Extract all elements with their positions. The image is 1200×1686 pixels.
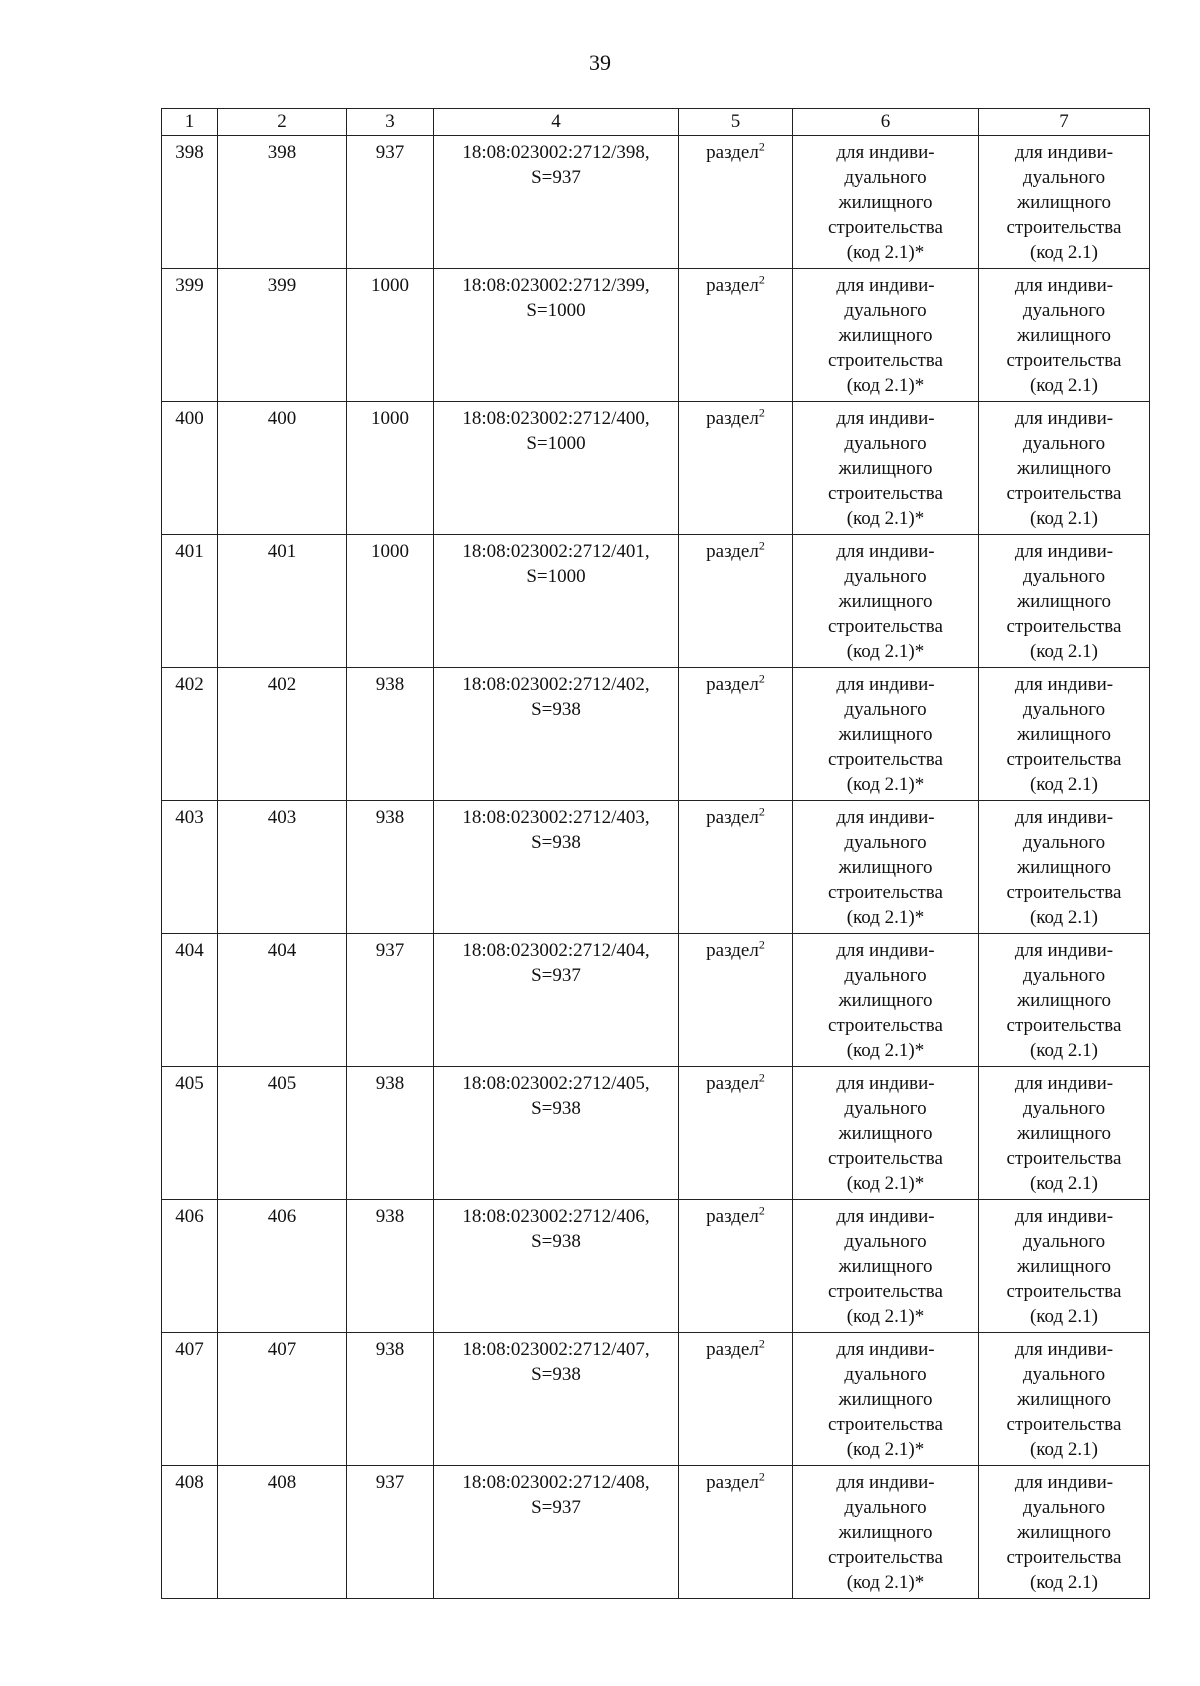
section-footnote-mark: 2 bbox=[758, 272, 765, 287]
column-number-header-row bbox=[162, 109, 1150, 136]
section-cell bbox=[679, 269, 793, 402]
use-text-line: жилищного bbox=[838, 325, 933, 346]
row-number-cell: 399 bbox=[162, 269, 218, 402]
use-text-line: строительства bbox=[828, 1148, 943, 1169]
row-number-cell: 407 bbox=[162, 1333, 218, 1466]
permitted-use-cell bbox=[793, 1333, 979, 1466]
permitted-use-code-cell bbox=[979, 668, 1150, 801]
area-cell: 938 bbox=[347, 801, 434, 934]
use-text-line: (код 2.1)* bbox=[846, 242, 925, 263]
table-row bbox=[162, 1067, 1150, 1200]
use-text-line: строительства bbox=[828, 1547, 943, 1568]
plot-area: S=937 bbox=[531, 1497, 581, 1518]
section-label: раздел bbox=[706, 1472, 759, 1493]
use-text-line: для индиви- bbox=[836, 1073, 935, 1094]
use-text-line: дуального bbox=[1022, 1231, 1106, 1252]
permitted-use-cell bbox=[793, 402, 979, 535]
use-text-line: жилищного bbox=[1016, 1522, 1112, 1543]
area-cell: 937 bbox=[347, 136, 434, 269]
plot-area: S=937 bbox=[531, 965, 581, 986]
section-cell bbox=[679, 801, 793, 934]
cadastral-number: 18:08:023002:2712/403, bbox=[462, 807, 650, 828]
use-text-line: (код 2.1)* bbox=[846, 774, 925, 795]
cadastral-number-cell bbox=[434, 668, 679, 801]
use-text-line: для индиви- bbox=[1014, 1339, 1114, 1360]
row-number-cell: 404 bbox=[162, 934, 218, 1067]
use-text-line: для индиви- bbox=[836, 674, 935, 695]
use-text-line: (код 2.1) bbox=[1029, 242, 1099, 263]
use-text-line: жилищного bbox=[838, 1389, 933, 1410]
section-footnote-mark: 2 bbox=[758, 405, 765, 420]
use-text-line: строительства bbox=[828, 350, 943, 371]
plot-area: S=938 bbox=[531, 1364, 581, 1385]
table-row bbox=[162, 668, 1150, 801]
permitted-use-code-cell bbox=[979, 1333, 1150, 1466]
use-text-line: дуального bbox=[844, 1231, 927, 1252]
permitted-use-cell bbox=[793, 269, 979, 402]
cadastral-number: 18:08:023002:2712/402, bbox=[462, 674, 650, 695]
use-text-line: жилищного bbox=[838, 857, 933, 878]
use-text-line: дуального bbox=[844, 1497, 927, 1518]
section-label: раздел bbox=[706, 142, 759, 163]
use-text-line: строительства bbox=[1006, 1148, 1122, 1169]
use-text-line: для индиви- bbox=[836, 940, 935, 961]
use-text-line: строительства bbox=[828, 217, 943, 238]
use-text-line: строительства bbox=[1006, 1414, 1122, 1435]
table-row bbox=[162, 1466, 1150, 1599]
section-footnote-mark: 2 bbox=[758, 804, 765, 819]
use-text-line: для индиви- bbox=[1014, 940, 1114, 961]
section-cell bbox=[679, 136, 793, 269]
cadastral-number-cell bbox=[434, 801, 679, 934]
use-text-line: для индиви- bbox=[1014, 275, 1114, 296]
use-text-line: жилищного bbox=[838, 1256, 933, 1277]
use-text-line: строительства bbox=[1006, 616, 1122, 637]
use-text-line: дуального bbox=[1022, 699, 1106, 720]
use-text-line: для индиви- bbox=[1014, 1073, 1114, 1094]
column-header: 6 bbox=[793, 109, 979, 136]
use-text-line: для индиви- bbox=[836, 142, 935, 163]
use-text-line: строительства bbox=[828, 882, 943, 903]
plot-number-cell: 398 bbox=[218, 136, 347, 269]
use-text-line: строительства bbox=[828, 749, 943, 770]
plot-area: S=938 bbox=[531, 1231, 581, 1252]
use-text-line: дуального bbox=[844, 965, 927, 986]
use-text-line: дуального bbox=[1022, 965, 1106, 986]
use-text-line: дуального bbox=[844, 566, 927, 587]
cadastral-number: 18:08:023002:2712/400, bbox=[462, 408, 650, 429]
cadastral-number-cell bbox=[434, 1466, 679, 1599]
use-text-line: (код 2.1) bbox=[1029, 1040, 1099, 1061]
use-text-line: строительства bbox=[1006, 1015, 1122, 1036]
permitted-use-cell bbox=[793, 801, 979, 934]
plot-number-cell: 408 bbox=[218, 1466, 347, 1599]
page-number: 39 bbox=[589, 50, 611, 75]
use-text-line: (код 2.1)* bbox=[846, 1439, 925, 1460]
use-text-line: жилищного bbox=[1016, 192, 1112, 213]
section-footnote-mark: 2 bbox=[758, 1203, 765, 1218]
table-row bbox=[162, 934, 1150, 1067]
use-text-line: дуального bbox=[844, 832, 927, 853]
section-cell bbox=[679, 934, 793, 1067]
use-text-line: жилищного bbox=[1016, 591, 1112, 612]
column-header: 1 bbox=[162, 109, 218, 136]
use-text-line: для индиви- bbox=[1014, 1472, 1114, 1493]
use-text-line: для индиви- bbox=[1014, 1206, 1114, 1227]
section-footnote-mark: 2 bbox=[758, 538, 765, 553]
section-footnote-mark: 2 bbox=[758, 671, 765, 686]
permitted-use-code-cell bbox=[979, 934, 1150, 1067]
section-label: раздел bbox=[706, 408, 759, 429]
use-text-line: для индиви- bbox=[1014, 408, 1114, 429]
use-text-line: дуального bbox=[1022, 832, 1106, 853]
use-text-line: дуального bbox=[1022, 433, 1106, 454]
plot-area: S=937 bbox=[531, 167, 581, 188]
section-cell bbox=[679, 1333, 793, 1466]
permitted-use-code-cell bbox=[979, 269, 1150, 402]
use-text-line: (код 2.1) bbox=[1029, 1572, 1099, 1593]
land-plot-table bbox=[161, 108, 1150, 1599]
use-text-line: строительства bbox=[828, 616, 943, 637]
use-text-line: для индиви- bbox=[836, 807, 935, 828]
plot-number-cell: 402 bbox=[218, 668, 347, 801]
section-label: раздел bbox=[706, 1206, 759, 1227]
use-text-line: дуального bbox=[844, 433, 927, 454]
plot-number-cell: 404 bbox=[218, 934, 347, 1067]
use-text-line: строительства bbox=[1006, 483, 1122, 504]
permitted-use-cell bbox=[793, 1067, 979, 1200]
section-footnote-mark: 2 bbox=[758, 937, 765, 952]
use-text-line: (код 2.1)* bbox=[846, 1306, 925, 1327]
use-text-line: дуального bbox=[844, 699, 927, 720]
use-text-line: жилищного bbox=[838, 990, 933, 1011]
row-number-cell: 398 bbox=[162, 136, 218, 269]
plot-area: S=938 bbox=[531, 1098, 581, 1119]
table-row bbox=[162, 269, 1150, 402]
row-number-cell: 408 bbox=[162, 1466, 218, 1599]
use-text-line: строительства bbox=[828, 1281, 943, 1302]
permitted-use-code-cell bbox=[979, 1067, 1150, 1200]
area-cell: 1000 bbox=[347, 269, 434, 402]
section-cell bbox=[679, 1466, 793, 1599]
plot-area: S=938 bbox=[531, 699, 581, 720]
area-cell: 937 bbox=[347, 1466, 434, 1599]
use-text-line: (код 2.1) bbox=[1029, 774, 1099, 795]
section-cell bbox=[679, 1200, 793, 1333]
use-text-line: дуального bbox=[1022, 1497, 1106, 1518]
section-footnote-mark: 2 bbox=[758, 1070, 765, 1085]
permitted-use-cell bbox=[793, 1466, 979, 1599]
use-text-line: (код 2.1) bbox=[1029, 1173, 1099, 1194]
use-text-line: жилищного bbox=[1016, 857, 1112, 878]
use-text-line: строительства bbox=[1006, 1547, 1122, 1568]
use-text-line: дуального bbox=[1022, 300, 1106, 321]
use-text-line: строительства bbox=[828, 483, 943, 504]
use-text-line: строительства bbox=[1006, 217, 1122, 238]
permitted-use-cell bbox=[793, 136, 979, 269]
use-text-line: жилищного bbox=[838, 1522, 933, 1543]
use-text-line: (код 2.1) bbox=[1029, 508, 1099, 529]
use-text-line: для индиви- bbox=[836, 408, 935, 429]
table-row bbox=[162, 801, 1150, 934]
permitted-use-cell bbox=[793, 535, 979, 668]
cadastral-number: 18:08:023002:2712/408, bbox=[462, 1472, 650, 1493]
section-footnote-mark: 2 bbox=[758, 1469, 765, 1484]
cadastral-number: 18:08:023002:2712/404, bbox=[462, 940, 650, 961]
use-text-line: дуального bbox=[844, 1364, 927, 1385]
permitted-use-cell bbox=[793, 934, 979, 1067]
cadastral-number: 18:08:023002:2712/406, bbox=[462, 1206, 650, 1227]
use-text-line: жилищного bbox=[1016, 990, 1112, 1011]
use-text-line: (код 2.1) bbox=[1029, 1439, 1099, 1460]
use-text-line: для индиви- bbox=[836, 1339, 935, 1360]
row-number-cell: 405 bbox=[162, 1067, 218, 1200]
area-cell: 938 bbox=[347, 1067, 434, 1200]
table-row bbox=[162, 1200, 1150, 1333]
plot-number-cell: 400 bbox=[218, 402, 347, 535]
row-number-cell: 400 bbox=[162, 402, 218, 535]
use-text-line: для индиви- bbox=[836, 1472, 935, 1493]
section-cell bbox=[679, 1067, 793, 1200]
table-row bbox=[162, 402, 1150, 535]
cadastral-number-cell bbox=[434, 136, 679, 269]
plot-area: S=938 bbox=[531, 832, 581, 853]
area-cell: 938 bbox=[347, 1333, 434, 1466]
use-text-line: для индиви- bbox=[1014, 674, 1114, 695]
use-text-line: строительства bbox=[1006, 749, 1122, 770]
use-text-line: (код 2.1) bbox=[1029, 1306, 1099, 1327]
use-text-line: жилищного bbox=[838, 724, 933, 745]
use-text-line: строительства bbox=[1006, 350, 1122, 371]
area-cell: 938 bbox=[347, 1200, 434, 1333]
use-text-line: (код 2.1)* bbox=[846, 1173, 925, 1194]
section-label: раздел bbox=[706, 275, 759, 296]
use-text-line: жилищного bbox=[1016, 458, 1112, 479]
use-text-line: (код 2.1) bbox=[1029, 907, 1099, 928]
use-text-line: жилищного bbox=[838, 458, 933, 479]
use-text-line: жилищного bbox=[1016, 1256, 1112, 1277]
column-header: 2 bbox=[218, 109, 347, 136]
use-text-line: для индиви- bbox=[1014, 807, 1114, 828]
area-cell: 1000 bbox=[347, 535, 434, 668]
column-header: 7 bbox=[979, 109, 1150, 136]
use-text-line: дуального bbox=[1022, 566, 1106, 587]
use-text-line: (код 2.1)* bbox=[846, 907, 925, 928]
use-text-line: дуального bbox=[1022, 1098, 1106, 1119]
plot-number-cell: 405 bbox=[218, 1067, 347, 1200]
use-text-line: жилищного bbox=[838, 192, 933, 213]
plot-number-cell: 399 bbox=[218, 269, 347, 402]
use-text-line: (код 2.1)* bbox=[846, 508, 925, 529]
permitted-use-code-cell bbox=[979, 402, 1150, 535]
use-text-line: дуального bbox=[844, 300, 927, 321]
cadastral-number-cell bbox=[434, 535, 679, 668]
cadastral-number-cell bbox=[434, 1333, 679, 1466]
cadastral-number: 18:08:023002:2712/398, bbox=[462, 142, 650, 163]
section-label: раздел bbox=[706, 541, 759, 562]
area-cell: 937 bbox=[347, 934, 434, 1067]
row-number-cell: 406 bbox=[162, 1200, 218, 1333]
section-footnote-mark: 2 bbox=[758, 1336, 765, 1351]
use-text-line: жилищного bbox=[1016, 724, 1112, 745]
permitted-use-code-cell bbox=[979, 801, 1150, 934]
cadastral-number: 18:08:023002:2712/405, bbox=[462, 1073, 650, 1094]
section-footnote-mark: 2 bbox=[758, 139, 765, 154]
section-label: раздел bbox=[706, 1073, 759, 1094]
section-label: раздел bbox=[706, 1339, 759, 1360]
use-text-line: дуального bbox=[1022, 1364, 1106, 1385]
plot-area: S=1000 bbox=[526, 300, 586, 321]
use-text-line: дуального bbox=[844, 1098, 927, 1119]
use-text-line: жилищного bbox=[838, 591, 933, 612]
use-text-line: (код 2.1)* bbox=[846, 1572, 925, 1593]
plot-number-cell: 406 bbox=[218, 1200, 347, 1333]
use-text-line: жилищного bbox=[1016, 325, 1112, 346]
use-text-line: строительства bbox=[828, 1015, 943, 1036]
use-text-line: жилищного bbox=[838, 1123, 933, 1144]
use-text-line: жилищного bbox=[1016, 1389, 1112, 1410]
column-header: 3 bbox=[347, 109, 434, 136]
area-cell: 938 bbox=[347, 668, 434, 801]
plot-area: S=1000 bbox=[526, 566, 586, 587]
use-text-line: для индиви- bbox=[1014, 142, 1114, 163]
use-text-line: для индиви- bbox=[836, 1206, 935, 1227]
use-text-line: дуального bbox=[1022, 167, 1106, 188]
permitted-use-cell bbox=[793, 1200, 979, 1333]
section-label: раздел bbox=[706, 674, 759, 695]
use-text-line: для индиви- bbox=[1014, 541, 1114, 562]
row-number-cell: 401 bbox=[162, 535, 218, 668]
plot-number-cell: 403 bbox=[218, 801, 347, 934]
table-row bbox=[162, 136, 1150, 269]
cadastral-number: 18:08:023002:2712/401, bbox=[462, 541, 650, 562]
permitted-use-cell bbox=[793, 668, 979, 801]
permitted-use-code-cell bbox=[979, 1466, 1150, 1599]
row-number-cell: 403 bbox=[162, 801, 218, 934]
section-label: раздел bbox=[706, 940, 759, 961]
use-text-line: для индиви- bbox=[836, 541, 935, 562]
use-text-line: (код 2.1)* bbox=[846, 641, 925, 662]
section-cell bbox=[679, 402, 793, 535]
cadastral-number-cell bbox=[434, 402, 679, 535]
section-label: раздел bbox=[706, 807, 759, 828]
section-cell bbox=[679, 668, 793, 801]
column-header: 4 bbox=[434, 109, 679, 136]
plot-number-cell: 407 bbox=[218, 1333, 347, 1466]
table-row bbox=[162, 535, 1150, 668]
cadastral-number-cell bbox=[434, 1067, 679, 1200]
use-text-line: (код 2.1)* bbox=[846, 1040, 925, 1061]
use-text-line: дуального bbox=[844, 167, 927, 188]
use-text-line: (код 2.1)* bbox=[846, 375, 925, 396]
plot-number-cell: 401 bbox=[218, 535, 347, 668]
cadastral-number-cell bbox=[434, 1200, 679, 1333]
cadastral-number: 18:08:023002:2712/399, bbox=[462, 275, 650, 296]
cadastral-number: 18:08:023002:2712/407, bbox=[462, 1339, 650, 1360]
use-text-line: (код 2.1) bbox=[1029, 375, 1099, 396]
use-text-line: строительства bbox=[1006, 1281, 1122, 1302]
use-text-line: (код 2.1) bbox=[1029, 641, 1099, 662]
column-header: 5 bbox=[679, 109, 793, 136]
use-text-line: для индиви- bbox=[836, 275, 935, 296]
permitted-use-code-cell bbox=[979, 136, 1150, 269]
area-cell: 1000 bbox=[347, 402, 434, 535]
permitted-use-code-cell bbox=[979, 1200, 1150, 1333]
cadastral-number-cell bbox=[434, 269, 679, 402]
row-number-cell: 402 bbox=[162, 668, 218, 801]
permitted-use-code-cell bbox=[979, 535, 1150, 668]
cadastral-number-cell bbox=[434, 934, 679, 1067]
use-text-line: строительства bbox=[828, 1414, 943, 1435]
use-text-line: строительства bbox=[1006, 882, 1122, 903]
table-row bbox=[162, 1333, 1150, 1466]
use-text-line: жилищного bbox=[1016, 1123, 1112, 1144]
plot-area: S=1000 bbox=[526, 433, 586, 454]
section-cell bbox=[679, 535, 793, 668]
